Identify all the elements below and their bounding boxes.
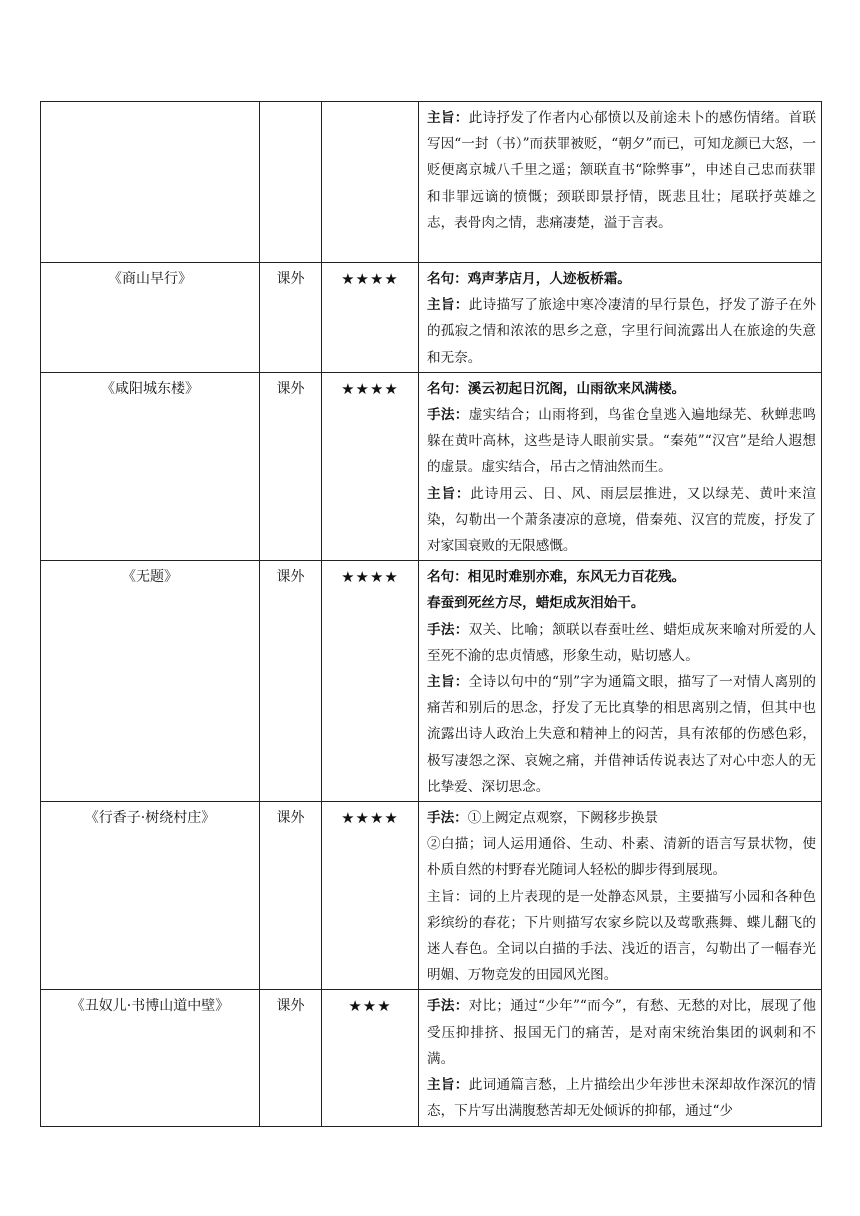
analysis-text: ①上阙定点观察，下阙移步换景 bbox=[467, 810, 659, 827]
famous-lines-text: 鸡声茅店月，人迹板桥霜。 bbox=[467, 271, 631, 287]
importance-stars-cell: ★★★★ bbox=[322, 372, 419, 560]
analysis-text: 此词通篇言愁，上片描绘出少年涉世未深却故作深沉的情态，下片写出满腹愁苦却无处倾诉的抑郁，通过“少 bbox=[427, 1077, 817, 1120]
analysis-text: 此诗抒发了作者内心郁愤以及前途未卜的感伤情绪。首联写因“一封（书）”而获罪被贬，“朝夕”而已，可知龙颜已大怒，一贬便离京城八千里之遥；颔联直书“除弊事”，申述自己忠而获罪和非罪远谪的愤慨；颈联即景抒情，既悲且壮；尾联抒英雄之志，表骨肉之情，悲痛凄楚，溢于言表。 bbox=[427, 110, 817, 231]
analysis-paragraph bbox=[427, 266, 816, 292]
importance-stars-cell: ★★★ bbox=[322, 990, 419, 1126]
analysis-paragraph bbox=[427, 481, 816, 560]
importance-stars-cell: ★★★★ bbox=[322, 561, 419, 802]
analysis-paragraph bbox=[427, 292, 816, 371]
poem-title-cell: 《咸阳城东楼》 bbox=[41, 372, 260, 560]
analysis-paragraph bbox=[427, 805, 816, 831]
section-label: 手法： bbox=[427, 998, 469, 1015]
section-label: 手法： bbox=[427, 621, 469, 638]
section-label: 手法： bbox=[427, 810, 468, 827]
analysis-text: 双关、比喻；颔联以春蚕吐丝、蜡炬成灰来喻对所爱的人至死不渝的忠贞情感，形象生动，贴切感人。 bbox=[427, 621, 817, 664]
section-label: 主旨： bbox=[427, 1077, 469, 1094]
analysis-paragraph bbox=[427, 617, 816, 669]
table-row bbox=[41, 561, 822, 802]
analysis-cell bbox=[419, 102, 822, 263]
famous-lines-text: 溪云初起日沉阁，山雨欲来风满楼。 bbox=[467, 380, 686, 397]
analysis-text: 全诗以句中的“别”字为通篇文眼，描写了一对情人离别的痛苦和别后的思念，抒发了无比真挚的相思离别之情，但其中也流露出诗人政治上失意和精神上的闷苦，具有浓郁的伤感色彩，极写凄怨之深、哀婉之痛，并借神话传说表达了对心中恋人的无比挚爱、深切思念。 bbox=[427, 674, 817, 795]
analysis-text: ②白描；词人运用通俗、生动、朴素、清新的语言写景状物，使朴质自然的村野春光随词人轻松的脚步得到展现。 bbox=[427, 836, 816, 879]
poem-title-cell: 《丑奴儿·书博山道中壁》 bbox=[41, 990, 260, 1126]
poem-title-cell bbox=[41, 102, 260, 263]
section-label: 主旨： bbox=[427, 110, 469, 126]
analysis-paragraph bbox=[427, 884, 816, 989]
poetry-summary-table bbox=[40, 101, 822, 1127]
analysis-paragraph bbox=[427, 402, 816, 481]
table-row bbox=[41, 102, 822, 263]
scope-cell: 课外 bbox=[260, 372, 322, 560]
table-row bbox=[41, 802, 822, 990]
analysis-paragraph bbox=[427, 993, 816, 1072]
analysis-paragraph bbox=[427, 590, 816, 616]
section-label: 名句： bbox=[427, 380, 468, 397]
analysis-cell bbox=[419, 372, 822, 560]
famous-lines-text: 相见时难别亦难，东风无力百花残。 bbox=[467, 569, 686, 586]
analysis-text: 对比；通过“少年”“而今”，有愁、无愁的对比，展现了他受压抑排挤、报国无门的痛苦，是对南宋统治集团的讽刺和不满。 bbox=[427, 998, 817, 1067]
analysis-text: 此诗描写了旅途中寒冷凄清的早行景色，抒发了游子在外的孤寂之情和浓浓的思乡之意，字里行间流露出人在旅途的失意和无奈。 bbox=[427, 297, 817, 366]
poem-title-cell: 《无题》 bbox=[41, 561, 260, 802]
section-label: 名句： bbox=[427, 569, 468, 586]
analysis-text: 虚实结合；山雨将到，鸟雀仓皇逃入遍地绿芜、秋蝉悲鸣躲在黄叶高林，这些是诗人眼前实景。“秦苑”“汉宫”是给人遐想的虚景。虚实结合，吊古之情油然而生。 bbox=[427, 407, 817, 476]
scope-cell: 课外 bbox=[260, 561, 322, 802]
importance-stars-cell: ★★★★ bbox=[322, 263, 419, 373]
table-body bbox=[41, 102, 822, 1127]
section-label: 手法： bbox=[427, 407, 469, 424]
scope-cell: 课外 bbox=[260, 802, 322, 990]
section-label: 名句： bbox=[427, 271, 468, 287]
section-label: 主旨： bbox=[427, 674, 469, 691]
analysis-paragraph bbox=[427, 105, 816, 236]
poem-title-cell: 《商山早行》 bbox=[41, 263, 260, 373]
section-label: 主旨： bbox=[427, 297, 469, 314]
analysis-paragraph bbox=[427, 1072, 816, 1124]
analysis-cell bbox=[419, 802, 822, 990]
importance-stars-cell: ★★★★ bbox=[322, 802, 419, 990]
scope-cell: 课外 bbox=[260, 263, 322, 373]
analysis-cell bbox=[419, 990, 822, 1126]
document-page bbox=[40, 101, 821, 1127]
table-row bbox=[41, 263, 822, 373]
scope-cell bbox=[260, 102, 322, 263]
analysis-paragraph bbox=[427, 376, 816, 402]
section-label: 主旨： bbox=[427, 485, 471, 502]
table-row bbox=[41, 372, 822, 560]
analysis-paragraph bbox=[427, 669, 816, 800]
scope-cell: 课外 bbox=[260, 990, 322, 1126]
importance-stars-cell bbox=[322, 102, 419, 263]
analysis-text: 此诗用云、日、风、雨层层推进，又以绿芜、黄叶来渲染，勾勒出一个萧条凄凉的意境，借秦苑、汉宫的荒废，抒发了对家国衰败的无限感慨。 bbox=[427, 485, 817, 555]
analysis-cell bbox=[419, 561, 822, 802]
poem-title-cell: 《行香子·树绕村庄》 bbox=[41, 802, 260, 990]
analysis-text: 主旨：词的上片表现的是一处静态风景，主要描写小园和各种色彩缤纷的春花；下片则描写农家乡院以及莺歌燕舞、蝶儿翻飞的迷人春色。全词以白描的手法、浅近的语言，勾勒出了一幅春光明媚、万物竞发的田园风光图。 bbox=[427, 888, 816, 984]
analysis-paragraph bbox=[427, 831, 816, 883]
analysis-paragraph bbox=[427, 564, 816, 590]
table-row bbox=[41, 990, 822, 1126]
famous-lines-text: 春蚕到死丝方尽，蜡炬成灰泪始干。 bbox=[427, 595, 645, 612]
analysis-cell bbox=[419, 263, 822, 373]
